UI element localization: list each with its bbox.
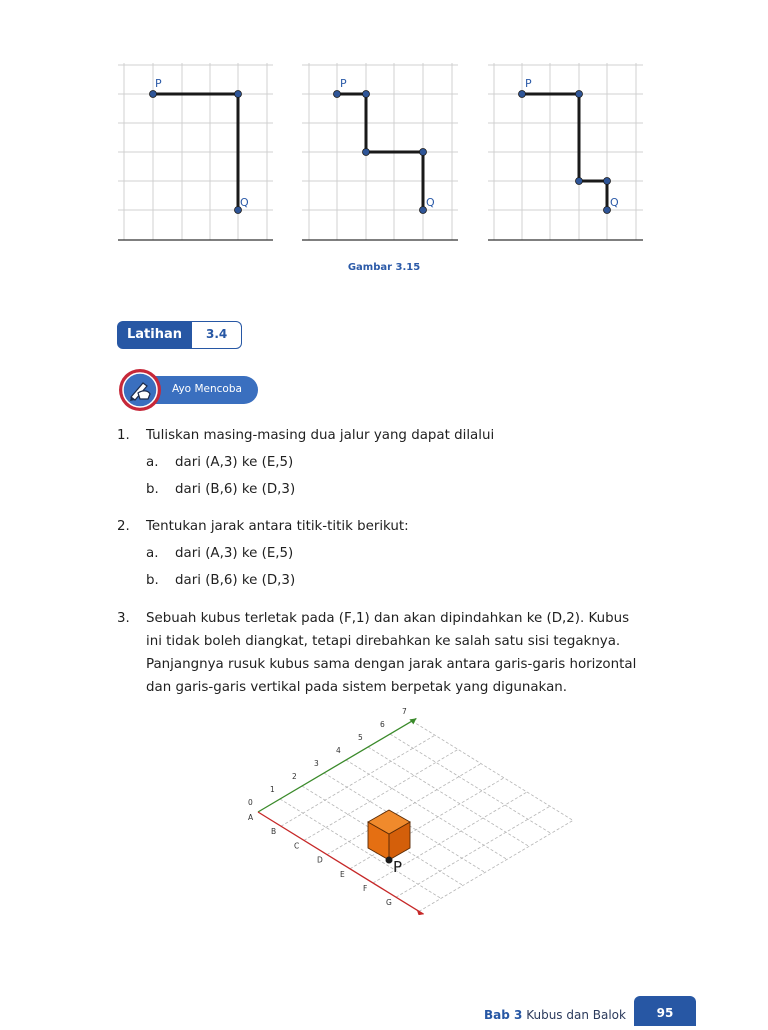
path-grids-figure: [0, 55, 768, 250]
point-p-marker: [386, 857, 393, 864]
footer-chapter-prefix: Bab 3: [484, 1008, 523, 1022]
sub-letter: b.: [146, 573, 159, 588]
question-line: ini tidak boleh diangkat, tetapi direbahkan ke salah satu sisi tegaknya.: [146, 634, 621, 649]
grid-2-p-label: P: [340, 77, 347, 90]
letter-tick-label: D: [317, 855, 323, 865]
grid-3-p-label: P: [525, 77, 532, 90]
grid-3: [488, 63, 643, 240]
grid-1: [118, 63, 273, 240]
grid-1-p-label: P: [155, 77, 162, 90]
question-number: 2.: [117, 519, 130, 534]
grid-2: [302, 63, 458, 240]
figure-caption: Gambar 3.15: [347, 262, 421, 273]
latihan-number: 3.4: [192, 321, 242, 349]
number-tick-label: 5: [358, 733, 363, 742]
question-1: [117, 424, 657, 497]
ayo-mencoba-badge: [118, 368, 268, 412]
latihan-label: Latihan: [117, 321, 192, 349]
grid-2-q-label: Q: [426, 196, 435, 209]
letter-tick-label: F: [363, 884, 368, 893]
letter-tick-label: E: [340, 869, 345, 879]
number-tick-label: 3: [314, 759, 319, 768]
point-p-label: P: [393, 858, 403, 876]
number-tick-label: 0: [248, 798, 253, 807]
question-number: 3.: [117, 611, 130, 626]
letter-tick-label: B: [271, 827, 277, 837]
sub-text: dari (A,3) ke (E,5): [175, 546, 294, 561]
sub-letter: a.: [146, 546, 159, 561]
question-line: Panjangnya rusuk kubus sama dengan jarak antara garis-garis horizontal: [146, 657, 637, 672]
number-tick-label: 4: [336, 746, 341, 755]
sub-text: dari (B,6) ke (D,3): [175, 482, 296, 497]
letter-axis-arrow: [417, 909, 424, 915]
number-tick-label: 7: [402, 707, 407, 716]
grid-1-q-label: Q: [240, 196, 249, 209]
grid-line: [281, 735, 435, 826]
question-line: dan garis-garis vertikal pada sistem berpetak yang digunakan.: [146, 680, 568, 695]
latihan-badge: [117, 321, 242, 349]
grid-line: [419, 820, 573, 911]
sub-text: dari (B,6) ke (D,3): [175, 573, 296, 588]
sub-letter: a.: [146, 455, 159, 470]
grid-3-q-label: Q: [610, 196, 619, 209]
number-axis: [258, 718, 416, 812]
question-3: [117, 607, 657, 703]
question-2: [117, 515, 657, 588]
grid-line: [280, 799, 441, 898]
letter-tick-label: A: [248, 813, 254, 822]
question-text: Tuliskan masing-masing dua jalur yang dapat dilalui: [146, 428, 495, 443]
question-number: 1.: [117, 428, 130, 443]
letter-tick-label: C: [294, 841, 300, 851]
number-tick-label: 6: [380, 720, 385, 729]
page-number: 95: [634, 996, 696, 1026]
sub-text: dari (A,3) ke (E,5): [175, 455, 294, 470]
number-tick-label: 2: [292, 772, 297, 781]
sub-letter: b.: [146, 482, 159, 497]
number-tick-label: 1: [270, 785, 275, 794]
question-text: Tentukan jarak antara titik-titik berikut:: [146, 519, 409, 534]
ayo-mencoba-label: Ayo Mencoba: [172, 383, 242, 395]
grid-line: [412, 721, 573, 820]
footer-chapter-title: Kubus dan Balok: [526, 1008, 626, 1022]
letter-tick-label: G: [386, 898, 392, 908]
pencil-hand-icon: [118, 368, 162, 412]
grid-line: [396, 806, 550, 897]
question-line: Sebuah kubus terletak pada (F,1) dan akan dipindahkan ke (D,2). Kubus: [146, 611, 630, 626]
grid-line: [390, 734, 551, 833]
isometric-grid-figure: [230, 705, 580, 915]
footer-chapter: [484, 1008, 626, 1022]
